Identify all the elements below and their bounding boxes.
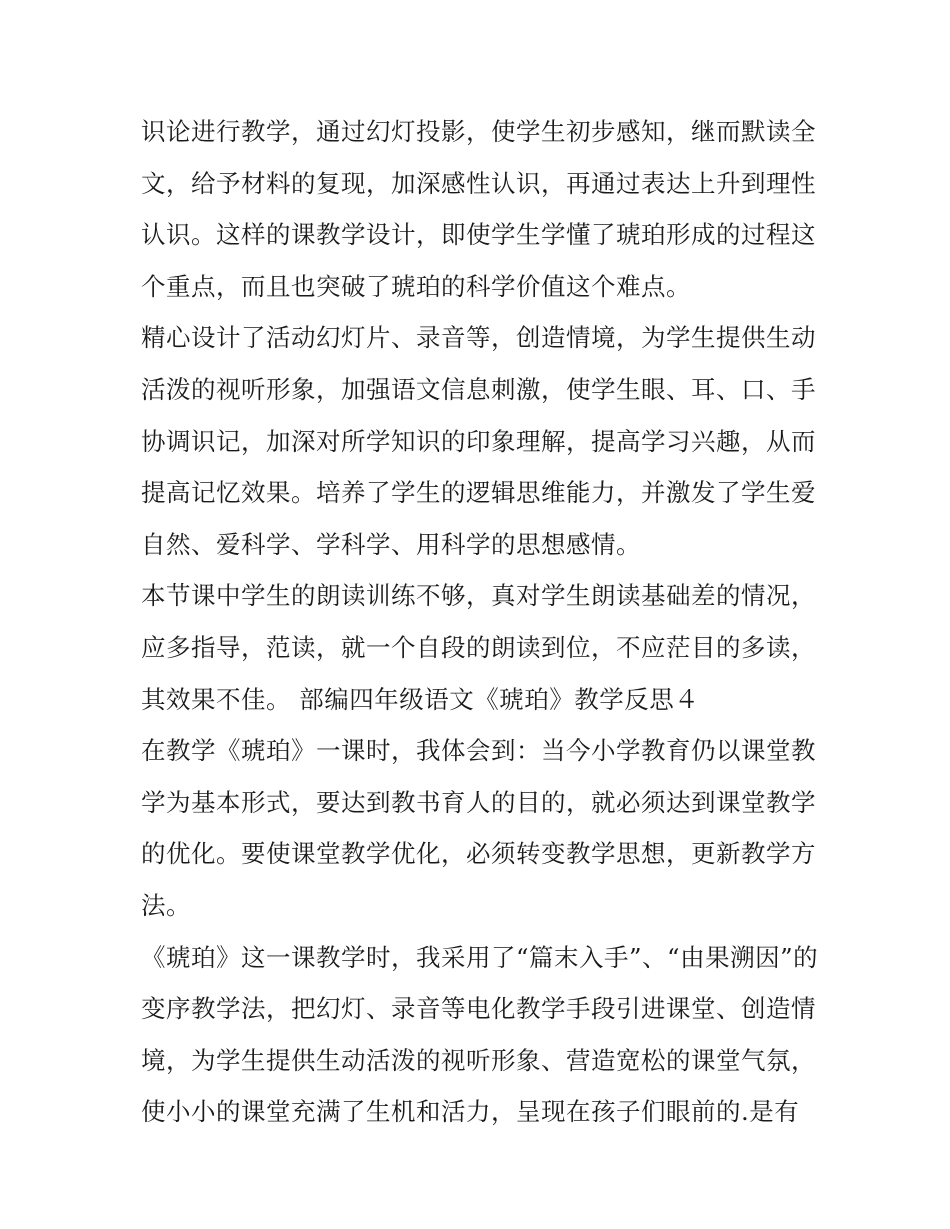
text-line: 应多指导，范读，就一个自段的朗读到位，不应茫目的多读， [141, 632, 816, 662]
text-line: 文，给予材料的复现，加深感性认识，再通过表达上升到理性 [141, 168, 816, 198]
text-line: 精心设计了活动幻灯片、录音等，创造情境，为学生提供生动 [141, 323, 816, 353]
text-line: 法。 [141, 890, 191, 920]
text-line: 在教学《琥珀》一课时，我体会到：当今小学教育仍以课堂教 [141, 736, 816, 766]
text-line: 《琥珀》这一课教学时，我采用了“篇末入手”、“由果溯因”的 [141, 942, 819, 972]
text-line: 其效果不佳。 部编四年级语文《琥珀》教学反思４ [141, 684, 700, 714]
text-line: 境，为学生提供生动活泼的视听形象、营造宽松的课堂气氛， [141, 1045, 816, 1075]
text-line: 自然、爱科学、学科学、用科学的思想感情。 [141, 529, 641, 559]
text-line: 个重点，而且也突破了琥珀的科学价值这个难点。 [141, 271, 691, 301]
text-line: 协调识记，加深对所学知识的印象理解，提高学习兴趣，从而 [141, 426, 816, 456]
text-line: 变序教学法，把幻灯、录音等电化教学手段引进课堂、创造情 [141, 994, 816, 1024]
text-line: 活泼的视听形象，加强语文信息刺激，使学生眼、耳、口、手 [141, 374, 816, 404]
text-line: 提高记忆效果。培养了学生的逻辑思维能力，并激发了学生爱 [141, 478, 816, 508]
body-text [141, 106, 821, 1138]
text-line: 使小小的课堂充满了生机和活力，呈现在孩子们眼前的.是有 [141, 1097, 800, 1127]
text-line: 的优化。要使课堂教学优化，必须转变教学思想，更新教学方 [141, 839, 816, 869]
text-line: 识论进行教学，通过幻灯投影，使学生初步感知，继而默读全 [141, 117, 816, 146]
text-line: 学为基本形式，要达到教书育人的目的，就必须达到课堂教学 [141, 787, 816, 817]
text-line: 本节课中学生的朗读训练不够，真对学生朗读基础差的情况， [141, 581, 816, 611]
text-line: 认识。这样的课教学设计，即使学生学懂了琥珀形成的过程这 [141, 220, 816, 250]
